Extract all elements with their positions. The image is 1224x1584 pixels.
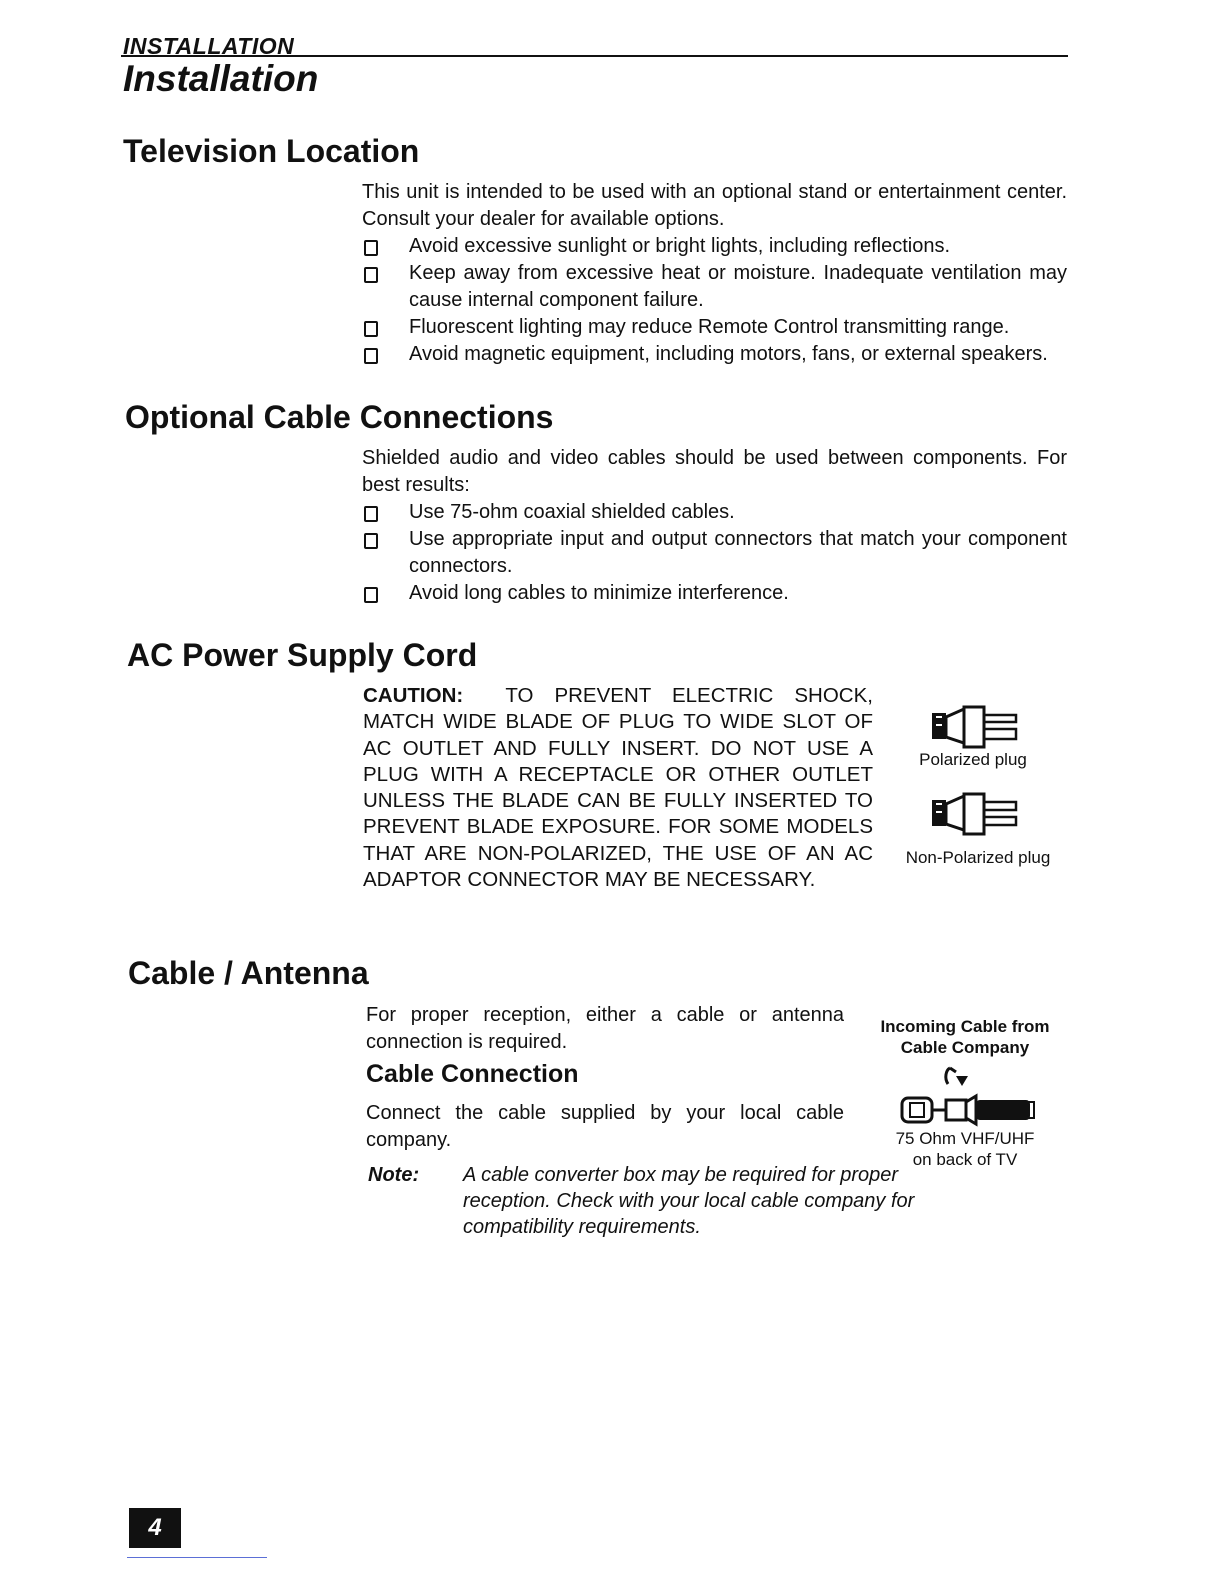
- cable-figure-caption: 75 Ohm VHF/UHF on back of TV: [895, 1129, 1035, 1169]
- list-item: Keep away from excessive heat or moisture. Inadequate ventilation may cause internal component failure.: [362, 260, 1067, 314]
- polarized-plug-icon: [928, 703, 1024, 751]
- polarized-plug-caption: Polarized plug: [919, 750, 1027, 769]
- section-heading-optional-cable-connections: Optional Cable Connections: [125, 399, 554, 435]
- television-location-body: [362, 179, 1067, 368]
- subheading-cable-connection: Cable Connection: [366, 1060, 579, 1088]
- checkbox-bullet-icon: [364, 240, 378, 256]
- non-polarized-plug-icon: [928, 790, 1024, 838]
- caution-label: CAUTION:: [363, 684, 464, 707]
- checkbox-bullet-icon: [364, 267, 378, 283]
- header-divider: [121, 55, 1068, 57]
- running-header: INSTALLATION: [123, 33, 295, 59]
- page-number: 4: [129, 1508, 181, 1548]
- cable-connection-text: Connect the cable supplied by your local cable company.: [366, 1102, 844, 1151]
- checkbox-bullet-icon: [364, 506, 378, 522]
- list-item: Avoid long cables to minimize interference.: [362, 580, 1067, 607]
- footer-divider: [127, 1557, 267, 1558]
- list-item: Avoid excessive sunlight or bright lights, including reflections.: [362, 233, 1067, 260]
- coaxial-cable-connector-icon: [898, 1062, 1038, 1130]
- checkbox-bullet-icon: [364, 533, 378, 549]
- page-title: Installation: [123, 58, 319, 99]
- list-item: Use appropriate input and output connectors that match your component connectors.: [362, 526, 1067, 580]
- checkbox-bullet-icon: [364, 587, 378, 603]
- optional-cable-intro: Shielded audio and video cables should be used between components. For best results:: [362, 447, 1067, 496]
- list-item: Use 75-ohm coaxial shielded cables.: [362, 499, 1067, 526]
- optional-cable-body: [362, 445, 1067, 607]
- note-label: Note:: [368, 1164, 420, 1186]
- checkbox-bullet-icon: [364, 321, 378, 337]
- section-heading-cable-antenna: Cable / Antenna: [128, 955, 369, 991]
- cable-antenna-intro: For proper reception, either a cable or antenna connection is required.: [366, 1004, 844, 1053]
- cable-figure-title: Incoming Cable from Cable Company: [880, 1017, 1050, 1057]
- checkbox-bullet-icon: [364, 348, 378, 364]
- list-item: Fluorescent lighting may reduce Remote Control transmitting range.: [362, 314, 1067, 341]
- television-location-intro: This unit is intended to be used with an optional stand or entertainment center. Consult your dealer for available options.: [362, 181, 1067, 230]
- section-heading-ac-power-supply-cord: AC Power Supply Cord: [127, 637, 478, 673]
- non-polarized-plug-caption: Non-Polarized plug: [905, 848, 1051, 867]
- section-heading-television-location: Television Location: [123, 133, 420, 169]
- caution-text: CAUTION: TO PREVENT ELECTRIC SHOCK, MATCH WIDE BLADE OF PLUG TO WIDE SLOT OF AC OUTLET AND FULLY INSERT. DO NOT USE A PLUG WITH A RECEPTACLE OR OTHER OUTLET UNLESS THE BLADE CAN BE FULLY INSERTED TO PREVENT BLADE EXPOSURE. FOR SOME MODELS THAT ARE NON-POLARIZED, THE USE OF AN AC ADAPTOR CONNECTOR MAY BE NECESSARY.: [363, 684, 873, 892]
- note-text: A cable converter box may be required for proper reception. Check with your local cable company for compatibility requirements.: [463, 1164, 915, 1238]
- list-item: Avoid magnetic equipment, including motors, fans, or external speakers.: [362, 341, 1067, 368]
